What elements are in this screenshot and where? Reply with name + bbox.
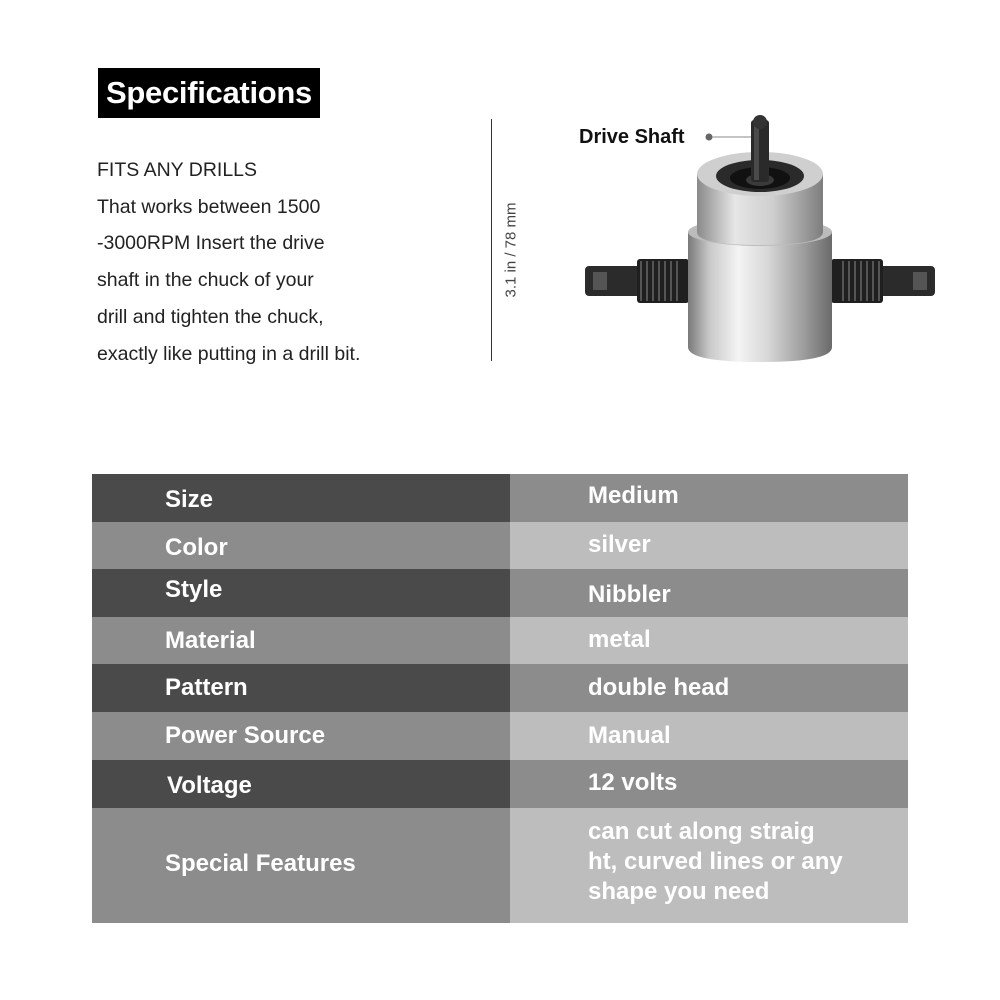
spec-value-line: can cut along straig xyxy=(588,818,815,845)
table-row xyxy=(92,664,908,712)
spec-label-cell xyxy=(92,808,510,923)
spec-label-cell xyxy=(92,664,510,712)
spec-label-cell xyxy=(92,569,510,617)
description-block xyxy=(97,152,427,372)
dimension-text: 3.1 in / 78 mm xyxy=(502,202,520,298)
description-line: FITS ANY DRILLS xyxy=(97,159,258,181)
spec-label: Size xyxy=(165,486,214,513)
spec-value: Medium xyxy=(588,482,679,509)
spec-value: Manual xyxy=(588,722,671,749)
spec-value-line: shape you need xyxy=(588,878,770,905)
spec-label: Special Features xyxy=(165,850,356,877)
spec-label-cell xyxy=(92,522,510,569)
page-title: Specifications xyxy=(98,68,320,118)
spec-label: Color xyxy=(165,534,228,561)
description-line: shaft in the chuck of your xyxy=(97,269,314,292)
spec-label-cell xyxy=(92,474,510,522)
spec-value: double head xyxy=(588,674,730,701)
spec-label: Material xyxy=(165,627,256,654)
table-row xyxy=(92,808,908,923)
spec-value-cell xyxy=(510,522,908,569)
spec-value-cell xyxy=(510,569,908,617)
spec-label: Pattern xyxy=(165,674,248,701)
table-row xyxy=(92,617,908,664)
spec-value-line: ht, curved lines or any xyxy=(588,848,843,875)
table-row xyxy=(92,760,908,808)
table-row xyxy=(92,522,908,569)
drill-nibbler-attachment-icon xyxy=(575,112,945,367)
table-row xyxy=(92,569,908,617)
spec-label-cell xyxy=(92,760,510,808)
description-line: -3000RPM Insert the drive xyxy=(97,232,325,255)
spec-label-cell xyxy=(92,617,510,664)
table-row xyxy=(92,474,908,522)
spec-value-cell xyxy=(510,474,908,522)
description-line: That works between 1500 xyxy=(97,195,321,218)
spec-value: metal xyxy=(588,626,651,653)
spec-value: 12 volts xyxy=(588,769,678,796)
spec-value-cell xyxy=(510,712,908,760)
spec-value: Nibbler xyxy=(588,581,671,608)
spec-value-cell xyxy=(510,664,908,712)
description-line: drill and tighten the chuck, xyxy=(97,305,324,328)
spec-label: Power Source xyxy=(165,722,326,749)
drive-shaft-label: Drive Shaft xyxy=(579,126,685,148)
table-row xyxy=(92,712,908,760)
description-line: exactly like putting in a drill bit. xyxy=(97,342,361,365)
spec-value-cell xyxy=(510,760,908,808)
spec-label: Voltage xyxy=(167,772,252,799)
spec-value: silver xyxy=(588,531,651,558)
spec-label: Style xyxy=(165,576,223,603)
spec-value-cell xyxy=(510,808,908,923)
spec-label-cell xyxy=(92,712,510,760)
spec-value-cell xyxy=(510,617,908,664)
specifications-table xyxy=(92,474,908,923)
dimension-line xyxy=(491,119,492,361)
